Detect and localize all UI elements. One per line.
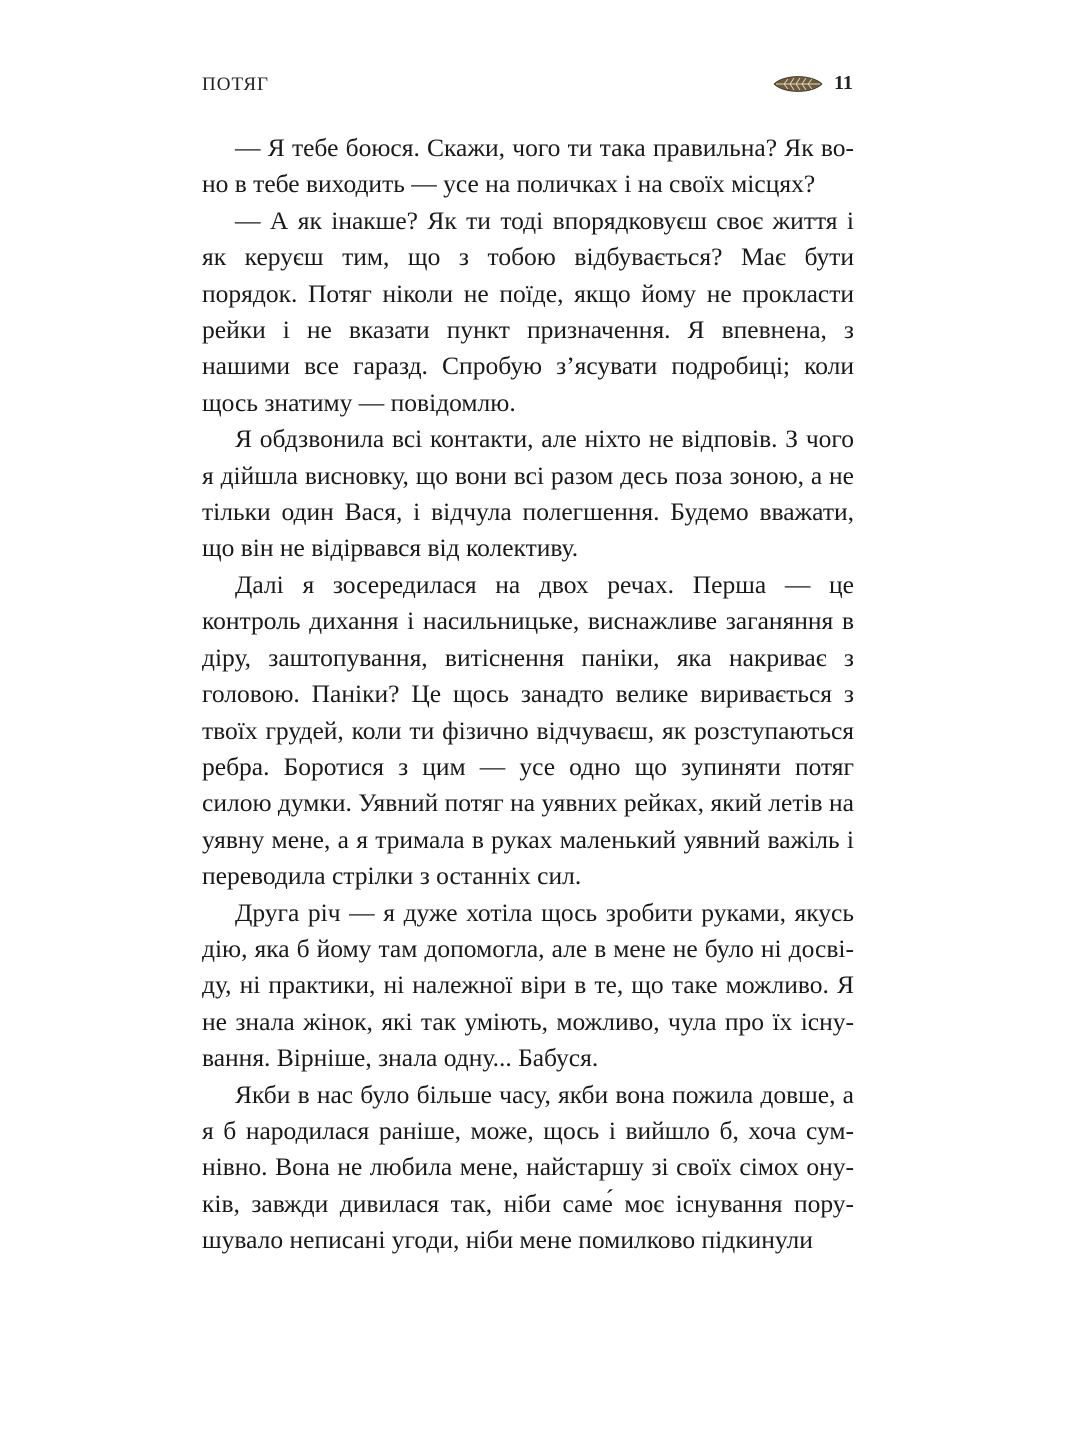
paragraph: — А як інакше? Як ти тоді впорядковуєш своє життя і як керуєш тим, що з тобою відбувається? Має бути порядок. Потяг ніколи не поїде, якщо йому не прокласти рейки і не вказати пункт призначення. Я впевнена, з нашими все гаразд. Спробую з’ясувати подробиці; коли щось знатиму — повідомлю. <box>202 205 854 417</box>
leaf-ornament-icon <box>772 73 824 95</box>
page-number: 11 <box>834 72 853 94</box>
paragraph: — Я тебе боюся. Скажи, чого ти така правильна? Як воно в тебе виходить — усе на поличках і на своїх місцях? <box>202 133 854 199</box>
paragraph: Друга річ — я дуже хотіла щось зробити руками, якусь дію, яка б йому там допомогла, але в мене не було ні досвіду, ні практики, ні належної віри в те, що таке можливо. Я не знала жінок, які так уміють, можливо, чула про їх існування. Вірніше, знала одну... Бабуся. <box>202 897 854 1073</box>
running-title: ПОТЯГ <box>202 74 269 95</box>
paragraph: Якби в нас було більше часу, якби вона пожила довше, а я б народилася раніше, може, щось і вийшло б, хоча сумнівно. Вона не любила мене, найстаршу зі своїх сімох онуків, завжди дивилася так, ніби саме́ моє існування порушувало неписані угоди, ніби мене помилково підкинули <box>202 1079 854 1255</box>
body-text <box>202 130 854 1259</box>
paragraph: Далі я зосередилася на двох речах. Перша — це контроль дихання і насильницьке, виснажливе заганяння в діру, заштопування, витіснення паніки, яка накриває з головою. Паніки? Це щось занадто велике виривається з твоїх грудей, коли ти фізично відчуваєш, як розступаються ребра. Боротися з цим — усе одно що зупиняти потяг силою думки. Уявний потяг на уявних рейках, який летів на уявну мене, а я тримала в руках маленький уявний важіль і переводила стрілки з останніх сил. <box>202 569 854 891</box>
paragraph: Я обдзвонила всі контакти, але ніхто не відповів. З чого я дійшла висновку, що вони всі разом десь поза зоною, а не тільки один Вася, і відчула полегшення. Будемо вважати, що він не відірвався від колективу. <box>202 424 854 563</box>
